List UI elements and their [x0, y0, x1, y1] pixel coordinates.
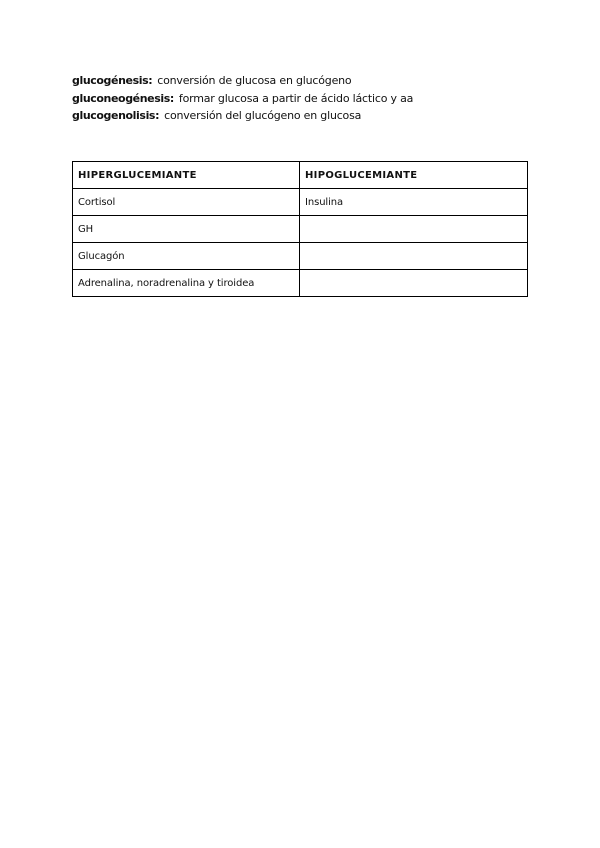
- definition-text: formar glucosa a partir de ácido láctico y aa: [178, 91, 414, 105]
- table-row: [73, 216, 528, 243]
- table-cell: [300, 270, 528, 297]
- definitions-list: [72, 72, 532, 125]
- definition-line: [72, 72, 532, 90]
- table-row: [73, 243, 528, 270]
- definition-text: conversión de glucosa en glucógeno: [157, 74, 352, 87]
- table-cell: Cortisol: [73, 189, 300, 216]
- column-header-hyperglycemic: HIPERGLUCEMIANTE: [73, 162, 300, 189]
- definition-term: glucogénesis:: [72, 74, 153, 87]
- table-row: [73, 270, 528, 297]
- definition-line: [72, 107, 532, 125]
- definition-term: gluconeogénesis:: [72, 91, 174, 105]
- definition-term: glucogenolisis:: [72, 109, 160, 122]
- table-cell: [300, 243, 528, 270]
- column-header-hypoglycemic: HIPOGLUCEMIANTE: [300, 162, 528, 189]
- definition-text: conversión del glucógeno en glucosa: [164, 109, 362, 122]
- table-cell: [300, 216, 528, 243]
- table-cell: GH: [73, 216, 300, 243]
- table-header-row: [73, 162, 528, 189]
- table-cell: Insulina: [300, 189, 528, 216]
- table-cell: Adrenalina, noradrenalina y tiroidea: [73, 270, 300, 297]
- table-cell: Glucagón: [73, 243, 300, 270]
- table-row: [73, 189, 528, 216]
- definition-line: [72, 90, 532, 108]
- hormone-table: [72, 161, 528, 297]
